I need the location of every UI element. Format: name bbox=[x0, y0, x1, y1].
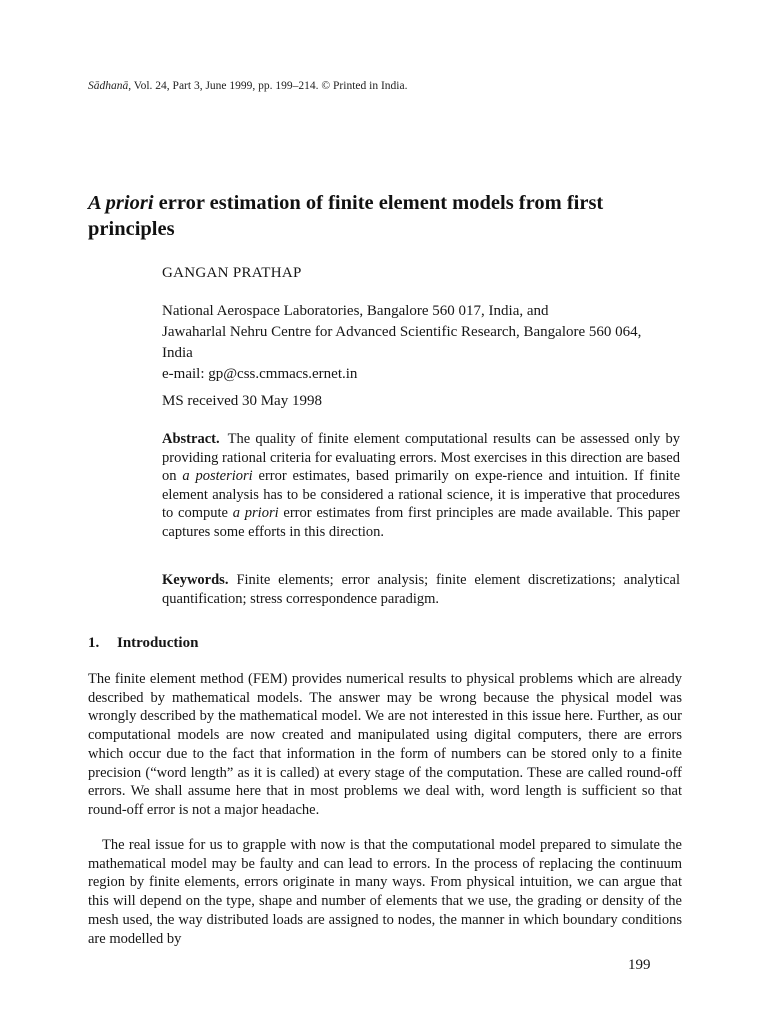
author-email: e-mail: gp@css.cmmacs.ernet.in bbox=[162, 366, 358, 382]
affiliation-block bbox=[162, 301, 692, 385]
section-heading bbox=[88, 635, 198, 652]
abstract-italic-1: a posteriori bbox=[182, 468, 253, 485]
affiliation-line-3: India bbox=[162, 345, 193, 361]
affiliation-line-1: National Aerospace Laboratories, Bangalore 560 017, India, and bbox=[162, 303, 549, 319]
affiliation-line-2: Jawaharlal Nehru Centre for Advanced Scientific Research, Bangalore 560 064, bbox=[162, 324, 642, 340]
abstract-text-a: The quality of finite element computational results can be assessed only by providing rational criteria for evaluating errors. Most exercises in this direction are based on bbox=[162, 431, 680, 485]
received-date: MS received 30 May 1998 bbox=[162, 393, 322, 409]
abstract-label: Abstract. bbox=[162, 431, 220, 447]
title-italic: A priori bbox=[88, 192, 154, 214]
keywords-text: Finite elements; error analysis; finite element discretizations; analytical quantification; stress correspondence paradigm. bbox=[162, 572, 680, 607]
abstract-italic-2: a priori bbox=[232, 505, 279, 522]
abstract bbox=[162, 430, 680, 542]
citation-details: , Vol. 24, Part 3, June 1999, pp. 199–214. © Printed in India. bbox=[128, 80, 408, 92]
journal-name: Sādhanā bbox=[88, 80, 129, 92]
page-number: 199 bbox=[628, 957, 651, 973]
author-name: GANGAN PRATHAP bbox=[162, 265, 302, 281]
abstract-text-b: error estimates, based primarily on expe-rience and intuition. If finite element analysis has to be considered a rational science, it is imperative that procedures to compute bbox=[162, 468, 681, 522]
paragraph-2: The real issue for us to grapple with now is that the computational model prepared to simulate the mathematical model may be faulty and can lead to errors. In the process of replacing the continuum region by finite elements, errors originate in many ways. From physical intuition, we can argue that this will depend on the type, shape and number of elements that we use, the grading or density of the mesh used, the way distributed loads are assigned to nodes, the manner in which boundary conditions are modelled by bbox=[88, 837, 682, 947]
paragraph-1: The finite element method (FEM) provides numerical results to physical problems which are already described by mathematical models. The answer may be wrong because the physical model was wrongly described by the mathematical model. We are not interested in this issue here. Further, as our computational models are now created and manipulated using digital computers, there are errors which occur due to the fact that information in the form of numbers can be stored only to a finite precision (“word length” as it is called) at every stage of the computation. These are called round-off errors. We shall assume here that in most problems we deal with, word length is sufficient so that round-off error is not a major headache. bbox=[88, 671, 682, 818]
keywords bbox=[162, 571, 680, 608]
section-title: Introduction bbox=[117, 635, 199, 651]
journal-citation bbox=[88, 80, 407, 92]
keywords-label: Keywords. bbox=[162, 572, 229, 588]
paper-title bbox=[88, 190, 688, 242]
abstract-text-c: error estimates from first principles are made available. This paper captures some efforts in this direction. bbox=[162, 505, 681, 540]
section-number: 1. bbox=[88, 635, 100, 651]
title-rest: error estimation of finite element models from first principles bbox=[88, 192, 604, 240]
